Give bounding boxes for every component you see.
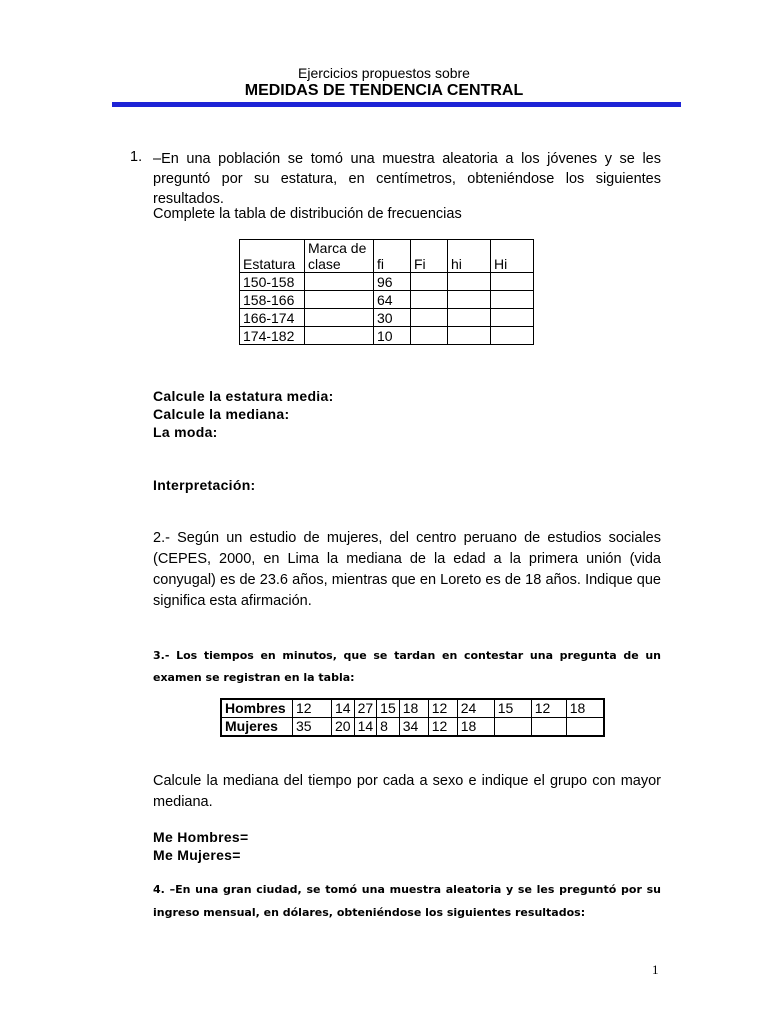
header-hi: hi [448,240,491,273]
exercise-1-number: 1. [130,149,143,165]
table-cell: 18 [399,699,428,718]
table-cell: 27 [354,699,377,718]
table-cell [448,327,491,345]
table-cell [448,273,491,291]
table-cell: 24 [457,699,494,718]
document-subtitle: Ejercicios propuestos sobre [298,65,470,81]
question-moda: La moda: [153,424,218,440]
table-cell: 14 [332,699,355,718]
table-cell [411,273,448,291]
table-cell [305,309,374,327]
table-cell: 12 [428,718,457,737]
table-cell [566,718,604,737]
exercise-3-text: 3.- Los tiempos en minutos, que se tardan en contestar una pregunta de un examen se registran en la tabla: [153,649,661,684]
table-cell: 20 [332,718,355,737]
table-row [240,273,534,291]
header-fi: fi [374,240,411,273]
table-cell [411,327,448,345]
table-cell: 166-174 [240,309,305,327]
exercise-1-text: –En una población se tomó una muestra aleatoria a los jóvenes y se les preguntó por su estatura, en centímetros, obteniéndose los siguientes resultados. [153,151,661,207]
table-cell [448,291,491,309]
table-cell: 158-166 [240,291,305,309]
table-cell: 12 [293,699,332,718]
table-cell: 30 [374,309,411,327]
header-estatura: Estatura [240,240,305,273]
table-cell [491,273,534,291]
table-cell: 15 [377,699,400,718]
times-table [220,698,605,737]
table-cell: 18 [457,718,494,737]
table-cell: 35 [293,718,332,737]
table-cell [411,309,448,327]
document-title: MEDIDAS DE TENDENCIA CENTRAL [244,82,524,99]
table-row-hombres [221,699,604,718]
median-mujeres-label: Me Mujeres= [153,847,241,863]
title-underline [112,102,681,107]
table-cell: 12 [428,699,457,718]
table-cell: 12 [531,699,566,718]
table-cell: 174-182 [240,327,305,345]
table-cell [491,327,534,345]
table-cell [531,718,566,737]
question-media: Calcule la estatura media: [153,388,334,404]
table-cell [305,273,374,291]
page-number: 1 [652,962,659,977]
table-cell: 18 [566,699,604,718]
interpretation-label: Interpretación: [153,477,256,493]
times-table-container [220,698,605,737]
exercise-2-text: 2.- Según un estudio de mujeres, del centro peruano de estudios sociales (CEPES, 2000, en Lima la mediana de la edad a la primera unión (vida conyugal) es de 23.6 años, mientras que en Loreto es de 18 años. Indique que significa esta afirmación. [153,530,661,609]
table-cell [411,291,448,309]
exercise-3-question: Calcule la mediana del tiempo por cada a sexo e indique el grupo con mayor mediana. [153,773,661,810]
row-label-mujeres: Mujeres [221,718,293,737]
table-row [240,309,534,327]
frequency-table-container [239,239,534,345]
table-cell: 150-158 [240,273,305,291]
frequency-table [239,239,534,345]
table-cell [305,291,374,309]
table-cell: 15 [494,699,531,718]
table-cell: 96 [374,273,411,291]
table-row [240,291,534,309]
row-label-hombres: Hombres [221,699,293,718]
table-header-row [240,240,534,273]
table-cell: 8 [377,718,400,737]
exercise-1-instruction: Complete la tabla de distribución de frecuencias [153,206,462,222]
median-hombres-label: Me Hombres= [153,829,249,845]
table-row-mujeres [221,718,604,737]
table-cell [491,309,534,327]
table-cell: 14 [354,718,377,737]
header-Hi: Hi [491,240,534,273]
header-Fi: Fi [411,240,448,273]
table-cell [305,327,374,345]
table-cell: 10 [374,327,411,345]
header-marca-de-clase: Marca de clase [305,240,374,273]
table-cell: 34 [399,718,428,737]
table-cell [491,291,534,309]
exercise-4-text: 4. –En una gran ciudad, se tomó una muestra aleatoria y se les preguntó por su ingreso mensual, en dólares, obteniéndose los siguientes resultados: [153,883,661,919]
table-row [240,327,534,345]
question-mediana: Calcule la mediana: [153,406,290,422]
table-cell: 64 [374,291,411,309]
table-cell [494,718,531,737]
table-cell [448,309,491,327]
